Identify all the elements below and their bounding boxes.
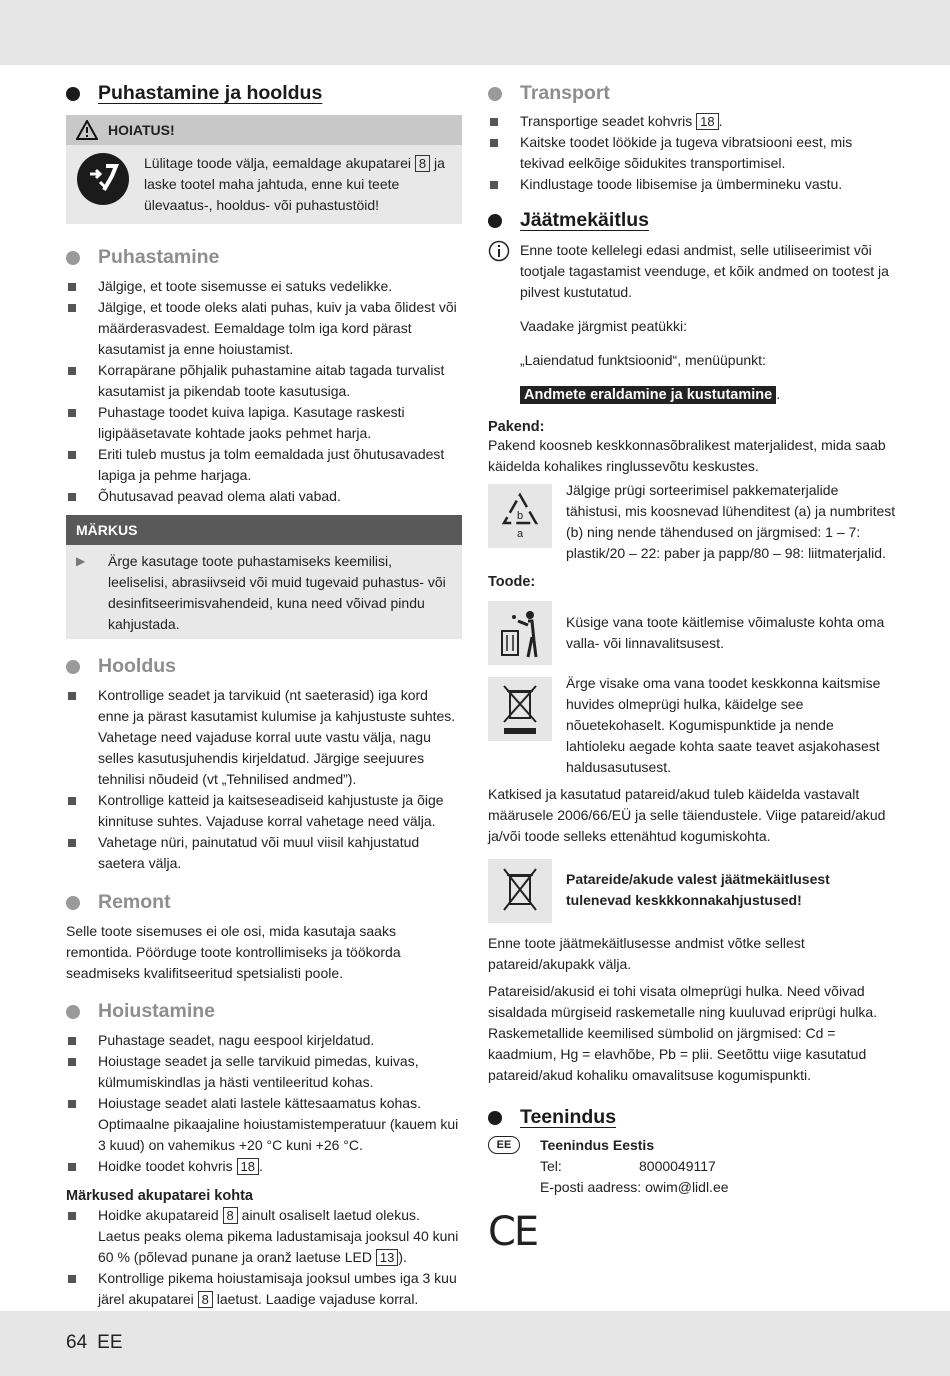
maintenance-list (66, 685, 462, 874)
triangle-bullet-icon: ▶ (76, 554, 86, 568)
warning-body (66, 145, 462, 224)
bullet-dot (66, 660, 80, 674)
list-item (66, 1268, 462, 1310)
list-item: Hoiustage seadet ja selle tarvikuid pimedas, kuivas, külmumiskindlas ja hästi ventileeritud kohas. (66, 1051, 462, 1093)
item-text: ). (398, 1249, 407, 1265)
list-item: Kontrollige seadet ja tarvikuid (nt saeterasid) iga kord enne ja pärast kasutamist kulumise ja kahjustuste suhtes. Vahetage need vajaduse korral uute vastu välja, nagu selles kasutusjuhendis kirjeldatud. Järgige seejuures tehnilisi nõudeid (vt „Tehnilised andmed”). (66, 685, 462, 790)
bullet-dot (66, 87, 80, 101)
notice-body (66, 545, 462, 639)
tel-value: 8000049117 (639, 1158, 716, 1174)
remove-battery-text: Enne toote jäätmekäitlusesse andmist võtke sellest patareid/akupakk välja. (488, 935, 805, 972)
transport-title: Transport (520, 82, 610, 104)
cleaning-list (66, 276, 462, 507)
warning-header (66, 115, 462, 145)
recycle-icon-box (488, 484, 552, 548)
warning-text (144, 153, 452, 216)
list-item: Eriti tuleb mustus ja tolm eemaldada just õhutusavadest lapiga ja pehme harjaga. (66, 444, 462, 486)
left-column (66, 80, 462, 1310)
list-item (66, 1205, 462, 1268)
list-item: Vahetage nüri, painutatud või muul viisil kahjustatud saetera välja. (66, 832, 462, 874)
item-text: . (259, 1158, 263, 1174)
repair-heading (66, 891, 462, 914)
disposal-title: Jäätmekäitlus (520, 209, 649, 231)
list-item (66, 1156, 462, 1177)
recycle-text: Jälgige prügi sorteerimisel pakkematerjalide tähistusi, mis koosnevad lühenditest (a) ja numbritest (b) ning nende tähendused on järgmised: 1 – 7: plastik/20 – 22: paber ja papp/80 – 98: liitmaterjalid. (566, 482, 896, 561)
maintenance-heading (66, 655, 462, 678)
item-text: Hoidke toodet kohvris (98, 1158, 233, 1174)
repair-title: Remont (98, 891, 171, 913)
warning-text-a: Lülitage toode välja, eemaldage akupatarei (144, 155, 411, 171)
ref-badge: 8 (223, 1207, 238, 1224)
item-text: Hoidke akupatareid (98, 1207, 219, 1223)
ref-badge: 13 (376, 1249, 398, 1266)
info-row (488, 240, 896, 303)
bottom-band (0, 1311, 950, 1376)
bullet-dot (66, 896, 80, 910)
recycle-row (488, 484, 896, 564)
product-text: Küsige vana toote käitlemise võimaluste kohta oma valla- või linnavalitsusest. (566, 614, 885, 651)
recycle-icon (498, 491, 542, 541)
care-heading (66, 82, 462, 105)
list-item: Hoiustage seadet alati lastele kättesaamatus kohas. Optimaalne pikaajaline hoiustamistemperatuur (kauem kui 3 kuud) on vahemikus +20 °C kuni +26 °C. (66, 1093, 462, 1156)
page-footer (66, 1332, 133, 1354)
highlight-line (520, 384, 896, 406)
email-line (540, 1177, 729, 1198)
warning-triangle-icon (76, 120, 98, 140)
warning-label: HOIATUS! (108, 122, 175, 138)
list-item: Kontrollige katteid ja kaitseseadiseid kahjustuste ja õige kinnituse suhtes. Vajaduse korral vahetage need välja. (66, 790, 462, 832)
bullet-dot (488, 1111, 502, 1125)
tidyman-icon (498, 607, 542, 659)
disposal-heading (488, 209, 896, 232)
tidyman-icon-box (488, 601, 552, 665)
bin-row (488, 677, 896, 778)
crossed-bin-icon (498, 864, 542, 918)
info-icon (488, 240, 510, 262)
menu-text: „Laiendatud funktsioonid“, menüüpunkt: (520, 352, 766, 368)
item-text: Transportige seadet kohvris (520, 113, 693, 129)
tel-label: Tel: (540, 1158, 562, 1174)
storage-title: Hoiustamine (98, 1000, 216, 1022)
repair-text: Selle toote sisemuses ei ole osi, mida kasutaja saaks remontida. Pöörduge toote kontrollimiseks ja töökorda seadmiseks kvalifitseeritud spetsialisti poole. (66, 923, 401, 981)
ref-badge: 18 (696, 113, 718, 130)
item-text: laetust. Laadige vajaduse korral. (216, 1291, 419, 1307)
tel-line (540, 1156, 729, 1177)
battery-warning-text: Patareide/akude valest jäätmekäitlusest tulenevad keskkkonnakahjustused! (566, 871, 830, 908)
top-band (0, 0, 950, 65)
item-text: . (718, 113, 723, 129)
info-text: Enne toote kellelegi edasi andmist, selle utiliseerimist või tootjale tagastamist veenduge, et kõik andmed on tootest ja pilvest kustutatud. (520, 242, 889, 300)
list-item: Puhastage seadet, nagu eespool kirjeldatud. (66, 1030, 462, 1051)
ref-badge: 18 (237, 1158, 259, 1175)
unplug-icon (76, 152, 130, 206)
service-heading (488, 1106, 896, 1129)
care-title: Puhastamine ja hooldus (98, 82, 323, 104)
item-text: ainult osaliselt laetud olekus. Laetus peaks olema pikema ladustamisaja jooksul 40 kuni 60 % (põlevad punane ja oranž laetuse LED (98, 1207, 459, 1265)
battery-notes-title: Märkused akupatarei kohta (66, 1188, 253, 1204)
service-name: Teenindus Eestis (540, 1137, 655, 1153)
service-row (488, 1135, 896, 1198)
bin-text: Ärge visake oma vana toodet keskkonna kaitsmise huvides olmeprügi hulka, käidelge see nõuetekohaselt. Kogumispunktide ja nende lahtioleku aegade kohta saate teavet asjakohasest haldusasutusest. (566, 675, 881, 775)
list-item: Jälgige, et toode oleks alati puhas, kuiv ja vaba õlidest või määrderasvadest. Eemaldage tolm iga kord pärast kasutamist ja enne hoiustamist. (66, 297, 462, 360)
service-details (540, 1135, 729, 1198)
svg-text:a: a (516, 528, 524, 540)
bullet-dot (488, 214, 502, 228)
list-item: Puhastage toodet kuiva lapiga. Kasutage raskesti ligipääsetavate kohtade jaoks pehmet harja. (66, 402, 462, 444)
highlight-text: Andmete eraldamine ja kustutamine (520, 386, 776, 404)
svg-text:b: b (516, 510, 524, 522)
highlight-end: . (776, 386, 781, 402)
battery-warning-row (488, 859, 896, 923)
list-item: Jälgige, et toote sisemusse ei satuks vedelikke. (66, 276, 462, 297)
notice-text: Ärge kasutage toote puhastamiseks keemilisi, leeliselisi, abrasiivseid või muid tugevaid puhastus- või desinfitseerimisvahendeid, kuna need võivad pindu kahjustada. (108, 553, 446, 632)
transport-list (488, 111, 896, 195)
list-item: Korrapärane põhjalik puhastamine aitab tagada turvalist kasutamist ja pikendab toote kasutusiga. (66, 360, 462, 402)
see-chapter-text: Vaadake järgmist peatükki: (520, 318, 688, 334)
product-label: Toode: (488, 574, 536, 590)
bullet-dot (488, 87, 502, 101)
product-row (488, 601, 896, 665)
battery-list (66, 1205, 462, 1310)
crossed-bin-icon (498, 682, 542, 736)
bullet-dot (66, 1005, 80, 1019)
warning-text-b: ja laske tootel maha jahtuda, enne kui teete ülevaatus-, hooldus- või puhastustöid! (144, 155, 445, 213)
ref-badge: 8 (415, 155, 430, 172)
service-title: Teenindus (520, 1106, 617, 1128)
packaging-label: Pakend: (488, 419, 545, 435)
heavy-metals-text: Patareisid/akusid ei tohi visata olmeprügi hulka. Need võivad sisaldada mürgiseid raskemetalle ning kuuluvad eriprügi hulka. Raskemetallide keemilised sümbolid on järgmised: Cd = kaadmium, Hg = elavhõbe, Pb = plii. Seetõttu viige kasutatud patareid/akud kohaliku omavalitsuse kogumispunkti. (488, 983, 878, 1083)
warning-box (66, 115, 462, 224)
ref-badge: 8 (198, 1291, 213, 1308)
crossed-bin-icon-box (488, 677, 552, 741)
maintenance-title: Hooldus (98, 655, 176, 677)
email-label: E-posti aadress: (540, 1179, 642, 1195)
country-badge: EE (488, 1136, 520, 1154)
notice-box (66, 515, 462, 639)
page-lang: EE (97, 1332, 123, 1353)
storage-list (66, 1030, 462, 1177)
ce-mark: CE (488, 1209, 538, 1255)
storage-heading (66, 1000, 462, 1023)
item-text: Kontrollige pikema hoiustamisaja jooksul umbes iga 3 kuu järel akupatarei (98, 1270, 457, 1307)
notice-header: MÄRKUS (66, 515, 462, 545)
packaging-text: Pakend koosneb keskkonnasõbralikest materjalidest, mida saab käidelda kohalikes ringlussevõtu keskustes. (488, 437, 886, 474)
battery-bin-icon-box (488, 859, 552, 923)
page-number: 64 (66, 1332, 88, 1353)
cleaning-title: Puhastamine (98, 246, 220, 268)
transport-heading (488, 82, 896, 105)
list-item: Kindlustage toode libisemise ja ümbermineku vastu. (488, 174, 896, 195)
list-item: Kaitske toodet löökide ja tugeva vibratsiooni eest, mis tekivad eelkõige sõidukites transportimisel. (488, 132, 896, 174)
email-value: owim@lidl.ee (645, 1179, 729, 1195)
right-column (488, 80, 896, 1255)
list-item: Õhutusavad peavad olema alati vabad. (66, 486, 462, 507)
bullet-dot (66, 251, 80, 265)
cleaning-heading (66, 246, 462, 269)
battery-disposal-text: Katkised ja kasutatud patareid/akud tuleb käidelda vastavalt määrusele 2006/66/EÜ ja selle täiendustele. Viige patareid/akud ja/või toode selleks ettenähtud kogumiskohta. (488, 786, 886, 844)
list-item (488, 111, 896, 132)
